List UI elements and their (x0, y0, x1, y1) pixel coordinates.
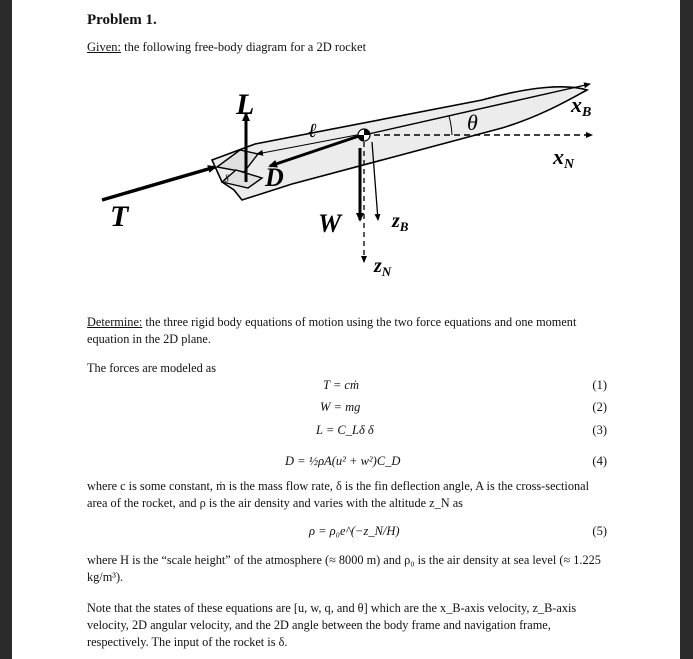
delta-label: δ (224, 174, 229, 185)
forces-intro: The forces are modeled as (87, 361, 217, 375)
thrust-arrow (102, 167, 215, 200)
problem-title: Problem 1. (87, 12, 157, 28)
equation-expr: ρ = ρ₀e^(−z_N/H) (309, 524, 400, 538)
xn-label: xN (553, 144, 575, 172)
equation-expr: W = mg (320, 400, 361, 414)
zb-label: $z_B$ (392, 210, 409, 234)
where-paragraph-1: where c is some constant, ṁ is the mass flow rate, δ is the fin deflection angle, A is the cross-sectional area of the rocket, and ρ is the air density and varies with the altitude z_N as (87, 479, 589, 510)
free-body-diagram (12, 72, 680, 292)
zn-label: $z_N$ (374, 255, 392, 279)
determine-paragraph (87, 314, 607, 348)
equation-expr: T = cṁ (323, 378, 359, 392)
equation-row (87, 423, 607, 441)
theta-label: θ (467, 110, 478, 135)
determine-label: Determine: (87, 315, 143, 329)
equation-number: (1) (592, 378, 607, 392)
weight-label: W (318, 209, 342, 238)
equation-number: (3) (592, 423, 607, 437)
equation-number: (5) (592, 524, 607, 538)
equation-expr: L = C_Lδ δ (316, 423, 374, 437)
center-of-mass-icon (358, 129, 370, 141)
given-text: the following free-body diagram for a 2D rocket (121, 40, 367, 54)
equation-row (87, 524, 607, 542)
thrust-label: T (110, 200, 129, 233)
equation-expr: D = ½ρA(u² + w²)C_D (285, 454, 401, 468)
equation-row (87, 454, 607, 472)
document-page (12, 0, 680, 659)
drag-label: D (265, 163, 284, 192)
determine-text: the three rigid body equations of motion using the two force equations and one moment equation in the 2D plane. (87, 315, 577, 346)
where-paragraph-2: where H is the “scale height” of the atmosphere (≈ 8000 m) and ρ₀ is the air density at sea level (≈ 1.225 kg/m³). (87, 553, 601, 584)
equation-row (87, 378, 607, 396)
equation-row (87, 400, 607, 418)
equation-number: (2) (592, 400, 607, 414)
note-paragraph: Note that the states of these equations are [u, w, q, and θ] which are the x_B-axis velocity, z_B-axis velocity, 2D angular velocity, and the 2D angle between the body frame and navigation frame, respectively. The input of the rocket is δ. (87, 601, 577, 649)
given-label: Given: (87, 40, 122, 54)
xb-label: xB (571, 92, 592, 120)
lift-label: L (236, 88, 255, 121)
equation-number: (4) (592, 454, 607, 468)
length-label: ℓ (308, 120, 317, 142)
given-line (87, 40, 366, 55)
